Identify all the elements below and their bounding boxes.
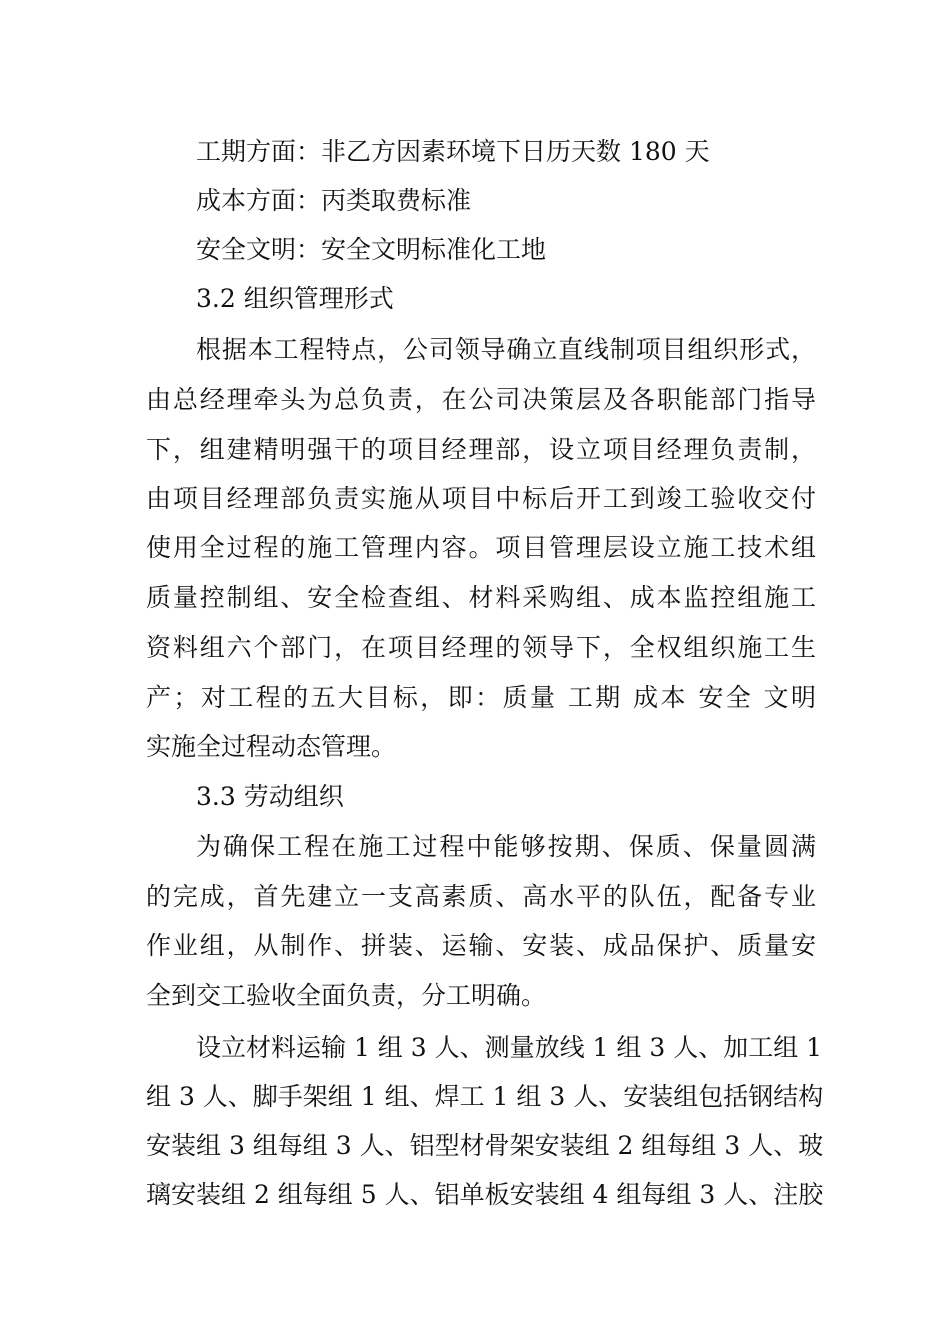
paragraph-line: 由总经理牵头为总负责，在公司决策层及各职能部门指导 [146, 385, 816, 414]
text-line-cost: 成本方面：丙类取费标准 [196, 186, 472, 215]
paragraph-line: 为确保工程在施工过程中能够按期、保质、保量圆满 [196, 832, 816, 861]
paragraph-line: 资料组六个部门，在项目经理的领导下，全权组织施工生 [146, 633, 816, 662]
paragraph-line: 根据本工程特点，公司领导确立直线制项目组织形式， [196, 335, 816, 364]
paragraph-line: 安装组 3 组每组 3 人、铝型材骨架安装组 2 组每组 3 人、玻 [146, 1131, 824, 1160]
paragraph-line: 组 3 人、脚手架组 1 组、焊工 1 组 3 人、安装组包括钢结构 [146, 1082, 824, 1111]
paragraph-line: 下，组建精明强干的项目经理部，设立项目经理负责制， [146, 435, 816, 464]
paragraph-line: 使用全过程的施工管理内容。项目管理层设立施工技术组 [146, 533, 816, 562]
paragraph-line: 实施全过程动态管理。 [146, 732, 397, 761]
paragraph-line: 产；对工程的五大目标，即：质量 工期 成本 安全 文明 [146, 683, 816, 712]
paragraph-line: 全到交工验收全面负责，分工明确。 [146, 981, 547, 1010]
paragraph-line: 由项目经理部负责实施从项目中标后开工到竣工验收交付 [146, 484, 816, 513]
paragraph-line: 质量控制组、安全检查组、材料采购组、成本监控组施工 [146, 583, 816, 612]
text-line-safety: 安全文明：安全文明标准化工地 [196, 235, 547, 264]
paragraph-line: 设立材料运输 1 组 3 人、测量放线 1 组 3 人、加工组 1 [196, 1033, 823, 1062]
paragraph-line: 的完成，首先建立一支高素质、高水平的队伍，配备专业 [146, 882, 816, 911]
paragraph-line: 作业组，从制作、拼装、运输、安装、成品保护、质量安 [146, 931, 816, 960]
section-heading-3-3: 3.3 劳动组织 [196, 782, 344, 811]
section-heading-3-2: 3.2 组织管理形式 [196, 284, 394, 313]
paragraph-line: 璃安装组 2 组每组 5 人、铝单板安装组 4 组每组 3 人、注胶 [146, 1180, 824, 1209]
text-line-schedule: 工期方面：非乙方因素环境下日历天数 180 天 [196, 137, 710, 166]
